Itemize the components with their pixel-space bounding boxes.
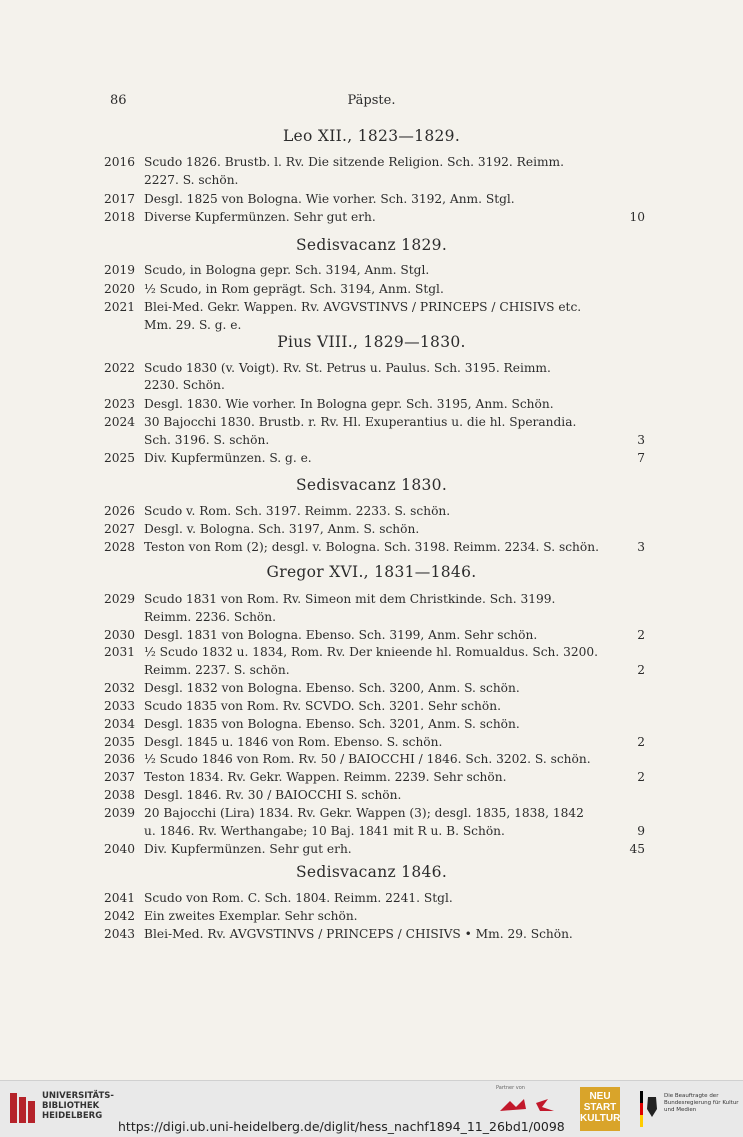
entry-number: 2036 [104,752,136,766]
entry-value: 7 [637,451,645,465]
catalog-entry [104,788,645,806]
section-title: Sedisvacanz 1830. [295,476,448,494]
section-title: Gregor XVI., 1831—1846. [266,563,477,581]
entry-value: 2 [637,628,645,642]
section-title: Leo XII., 1823—1829. [282,127,461,145]
partner-label: Partner von [496,1085,525,1091]
entry-text: Desgl. 1846. Rv. 30 / BAIOCCHI S. schön. [144,788,402,802]
entry-number: 2032 [104,681,136,695]
entry-text: ½ Scudo 1846 von Rom. Rv. 50 / BAIOCCHI / 1846. Sch. 3202. S. schön. [144,752,591,766]
catalog-entry [104,806,645,824]
entry-text: Blei-Med. Rv. AVGVSTINVS / PRINCEPS / CHISIVS • Mm. 29. Schön. [144,927,573,941]
entry-text: Div. Kupfermünzen. S. g. e. [144,451,312,465]
catalog-entry [104,522,645,540]
entry-number: 2019 [104,263,136,277]
entry-text: 2227. S. schön. [144,173,239,187]
footer-bar [0,1080,743,1137]
catalog-entry [104,378,645,396]
entry-text: Teston 1834. Rv. Gekr. Wappen. Reimm. 2239. Sehr schön. [144,770,507,784]
entry-text: Div. Kupfermünzen. Sehr gut erh. [144,842,352,856]
catalog-entry [104,663,645,681]
catalog-entry [104,433,645,451]
entry-number: 2016 [104,155,136,169]
catalog-entry [104,842,645,860]
entry-number: 2026 [104,504,136,518]
catalog-entry [104,645,645,663]
entry-text: Scudo von Rom. C. Sch. 1804. Reimm. 2241. Stgl. [144,891,453,905]
entry-number: 2038 [104,788,136,802]
entry-number: 2033 [104,699,136,713]
catalog-entry [104,155,645,173]
entry-text: Mm. 29. S. g. e. [144,318,242,332]
entry-number: 2034 [104,717,136,731]
catalog-entry [104,628,645,646]
catalog-entry [104,610,645,628]
page-title: Päpste. [347,93,396,108]
catalog-entry [104,173,645,191]
catalog-entry [104,891,645,909]
entry-value: 9 [637,824,645,838]
entry-number: 2040 [104,842,136,856]
entry-number: 2022 [104,361,136,375]
entry-text: Desgl. 1831 von Bologna. Ebenso. Sch. 3199, Anm. Sehr schön. [144,628,538,642]
entry-value: 2 [637,770,645,784]
section-title: Sedisvacanz 1829. [295,236,448,254]
entry-text: Blei-Med. Gekr. Wappen. Rv. AVGVSTINVS / PRINCEPS / CHISIVS etc. [144,300,582,314]
catalog-entry [104,300,645,318]
entry-number: 2017 [104,192,136,206]
entry-number: 2027 [104,522,136,536]
entry-number: 2025 [104,451,136,465]
entry-text: Teston von Rom (2); desgl. v. Bologna. Sch. 3198. Reimm. 2234. S. schön. [144,540,599,554]
entry-text: u. 1846. Rv. Werthangabe; 10 Baj. 1841 mit R u. B. Schön. [144,824,505,838]
entry-value: 3 [637,540,645,554]
entry-text: Sch. 3196. S. schön. [144,433,270,447]
entry-value: 10 [629,210,645,224]
entry-text: Scudo, in Bologna gepr. Sch. 3194, Anm. Stgl. [144,263,430,277]
entry-text: Reimm. 2236. Schön. [144,610,276,624]
entry-value: 45 [629,842,645,856]
entry-text: 2230. Schön. [144,378,225,392]
catalog-entry [104,909,645,927]
entry-number: 2037 [104,770,136,784]
entry-number: 2043 [104,927,136,941]
federal-eagle-icon [640,1091,660,1127]
entry-text: Desgl. v. Bologna. Sch. 3197, Anm. S. schön. [144,522,420,536]
entry-number: 2024 [104,415,136,429]
entry-text: ½ Scudo, in Rom geprägt. Sch. 3194, Anm. Stgl. [144,282,444,296]
catalog-entry [104,824,645,842]
entry-number: 2031 [104,645,136,659]
entry-text: Desgl. 1845 u. 1846 von Rom. Ebenso. S. schön. [144,735,443,749]
page-number: 86 [110,93,127,108]
catalog-entry [104,752,645,770]
entry-text: Desgl. 1835 von Bologna. Ebenso. Sch. 3201, Anm. S. schön. [144,717,520,731]
catalog-entry [104,192,645,210]
catalog-entry [104,451,645,469]
catalog-entry [104,397,645,415]
entry-text: Scudo 1830 (v. Voigt). Rv. St. Petrus u. Paulus. Sch. 3195. Reimm. [144,361,551,375]
entry-number: 2029 [104,592,136,606]
entry-text: Ein zweites Exemplar. Sehr schön. [144,909,358,923]
entry-text: Desgl. 1832 von Bologna. Ebenso. Sch. 3200, Anm. S. schön. [144,681,520,695]
entry-text: Reimm. 2237. S. schön. [144,663,290,677]
university-logo-icon [8,1089,38,1127]
catalog-entry [104,415,645,433]
catalog-entry [104,770,645,788]
catalog-entry [104,717,645,735]
entry-number: 2035 [104,735,136,749]
entry-value: 3 [637,433,645,447]
catalog-entry [104,592,645,610]
catalog-entry [104,927,645,945]
entry-number: 2030 [104,628,136,642]
entry-value: 2 [637,735,645,749]
entry-text: Diverse Kupfermünzen. Sehr gut erh. [144,210,376,224]
entry-number: 2023 [104,397,136,411]
entry-number: 2020 [104,282,136,296]
catalog-entry [104,210,645,228]
neustart-kultur-logo: NEU START KULTUR [580,1087,620,1131]
entry-text: ½ Scudo 1832 u. 1834, Rom. Rv. Der knieende hl. Romualdus. Sch. 3200. [144,645,599,659]
catalog-entry [104,282,645,300]
entry-number: 2039 [104,806,136,820]
entry-text: Scudo 1826. Brustb. l. Rv. Die sitzende Religion. Sch. 3192. Reimm. [144,155,564,169]
entry-number: 2018 [104,210,136,224]
library-name: UNIVERSITÄTS- BIBLIOTHEK HEIDELBERG [42,1091,114,1121]
entry-text: 30 Bajocchi 1830. Brustb. r. Rv. Hl. Exuperantius u. die hl. Sperandia. [144,415,577,429]
source-url-link[interactable]: https://digi.ub.uni-heidelberg.de/diglit/hess_nachf1894_11_26bd1/0098 [118,1119,565,1134]
entry-value: 2 [637,663,645,677]
partner-logo-icon [496,1093,560,1119]
entry-text: Desgl. 1830. Wie vorher. In Bologna gepr. Sch. 3195, Anm. Schön. [144,397,554,411]
section-title: Sedisvacanz 1846. [295,863,448,881]
catalog-entry [104,361,645,379]
entry-text: Scudo 1835 von Rom. Rv. SCVDO. Sch. 3201. Sehr schön. [144,699,501,713]
entry-text: 20 Bajocchi (Lira) 1834. Rv. Gekr. Wappen (3); desgl. 1835, 1838, 1842 [144,806,584,820]
entry-number: 2042 [104,909,136,923]
section-title: Pius VIII., 1829—1830. [277,333,466,351]
catalog-entry [104,504,645,522]
entry-text: Scudo 1831 von Rom. Rv. Simeon mit dem Christkinde. Sch. 3199. [144,592,556,606]
entry-number: 2028 [104,540,136,554]
entry-number: 2021 [104,300,136,314]
entry-number: 2041 [104,891,136,905]
catalog-entry [104,699,645,717]
catalog-entry [104,263,645,281]
entry-text: Scudo v. Rom. Sch. 3197. Reimm. 2233. S. schön. [144,504,451,518]
catalog-entry [104,540,645,558]
entry-text: Desgl. 1825 von Bologna. Wie vorher. Sch. 3192, Anm. Stgl. [144,192,515,206]
catalog-entry [104,681,645,699]
federal-commissioner-text: Die Beauftragte der Bundesregierung für Kultur und Medien [664,1093,739,1113]
catalog-entry [104,735,645,753]
